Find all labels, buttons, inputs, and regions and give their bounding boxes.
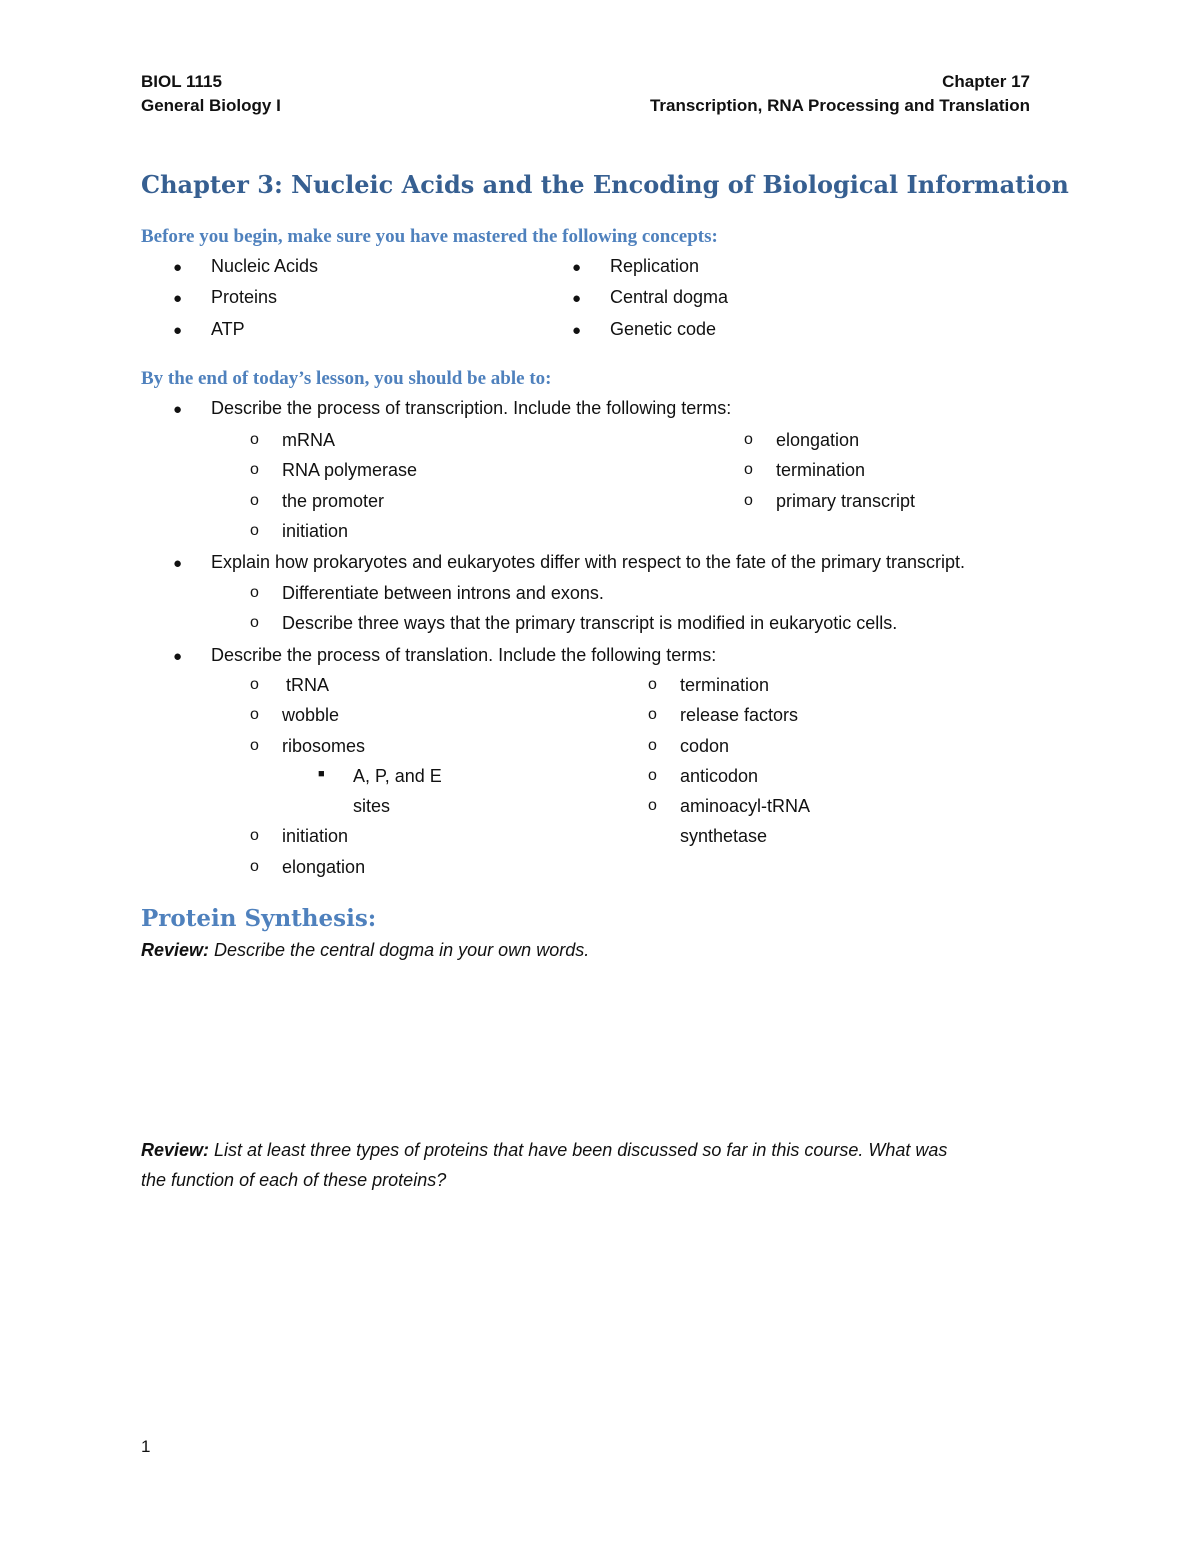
prereq-item: Replication — [610, 256, 700, 276]
page-number: 1 — [141, 1437, 151, 1456]
objective-fate: Explain how prokaryotes and eukaryotes differ with respect to the fate of the primary transcript. — [211, 552, 966, 572]
prereq-item: Genetic code — [610, 319, 717, 339]
review-question-2 — [141, 1140, 947, 1161]
review-text: Describe the central dogma in your own words. — [209, 940, 590, 960]
circle-bullet-icon: o — [250, 706, 259, 723]
circle-bullet-icon: o — [648, 706, 657, 723]
term-item: elongation — [282, 857, 366, 877]
term-item: ribosomes — [282, 736, 366, 756]
course-code: BIOL 1115 — [141, 72, 222, 91]
circle-bullet-icon: o — [648, 797, 657, 814]
circle-bullet-icon: o — [250, 676, 259, 693]
page-title: Chapter 3: Nucleic Acids and the Encoding of Biological Information — [141, 170, 1069, 199]
circle-bullet-icon: o — [744, 461, 753, 478]
term-item: codon — [680, 736, 730, 756]
circle-bullet-icon: o — [250, 431, 259, 448]
circle-bullet-icon: o — [744, 431, 753, 448]
circle-bullet-icon: o — [250, 858, 259, 875]
circle-bullet-icon: o — [250, 737, 259, 754]
circle-bullet-icon: o — [250, 827, 259, 844]
term-item: tRNA — [286, 675, 330, 695]
circle-bullet-icon: o — [250, 614, 259, 631]
circle-bullet-icon: o — [250, 492, 259, 509]
review-label: Review: — [141, 940, 210, 960]
term-item: release factors — [680, 705, 799, 725]
term-item: the promoter — [282, 491, 385, 511]
review-question-1 — [141, 940, 589, 961]
term-item: aminoacyl-tRNA — [680, 796, 811, 816]
bullet-icon: ● — [572, 290, 582, 307]
term-item: anticodon — [680, 766, 759, 786]
prereq-item: Nucleic Acids — [211, 256, 319, 276]
term-item: mRNA — [282, 430, 335, 450]
circle-bullet-icon: o — [250, 461, 259, 478]
review-label: Review: — [141, 1140, 210, 1160]
circle-bullet-icon: o — [648, 767, 657, 784]
circle-bullet-icon: o — [744, 492, 753, 509]
chapter-number: Chapter 17 — [942, 72, 1030, 91]
circle-bullet-icon: o — [648, 737, 657, 754]
bullet-icon: ● — [572, 259, 582, 276]
term-item: termination — [776, 460, 866, 480]
term-item: RNA polymerase — [282, 460, 418, 480]
review-question-2-cont: the function of each of these proteins? — [141, 1170, 447, 1190]
objectives-heading: By the end of today’s lesson, you should be able to: — [141, 368, 552, 389]
prereq-item: ATP — [211, 319, 245, 339]
term-item: primary transcript — [776, 491, 916, 511]
prereq-item: Central dogma — [610, 287, 729, 307]
term-item: termination — [680, 675, 770, 695]
objective-transcription: Describe the process of transcription. Include the following terms: — [211, 398, 732, 418]
prereq-heading: Before you begin, make sure you have mastered the following concepts: — [141, 226, 718, 247]
term-item: wobble — [282, 705, 340, 725]
bullet-icon: ● — [173, 401, 183, 418]
bullet-icon: ● — [173, 648, 183, 665]
circle-bullet-icon: o — [250, 522, 259, 539]
bullet-icon: ● — [173, 290, 183, 307]
term-item: initiation — [282, 826, 349, 846]
circle-bullet-icon: o — [648, 676, 657, 693]
chapter-title: Transcription, RNA Processing and Translation — [649, 96, 1030, 115]
bullet-icon: ● — [173, 259, 183, 276]
term-item: initiation — [282, 521, 349, 541]
section-heading: Protein Synthesis: — [141, 905, 377, 932]
bullet-icon: ● — [173, 322, 183, 339]
bullet-icon: ● — [173, 555, 183, 572]
square-bullet-icon: ■ — [318, 768, 325, 780]
course-name: General Biology I — [141, 96, 281, 115]
circle-bullet-icon: o — [250, 584, 259, 601]
prereq-item: Proteins — [211, 287, 278, 307]
ribosome-sites-cont: sites — [353, 796, 391, 816]
review-text: List at least three types of proteins that have been discussed so far in this course. What was — [209, 1140, 948, 1160]
bullet-icon: ● — [572, 322, 582, 339]
term-item-cont: synthetase — [680, 826, 768, 846]
sub-objective: Differentiate between introns and exons. — [282, 583, 604, 603]
sub-objective: Describe three ways that the primary transcript is modified in eukaryotic cells. — [282, 613, 898, 633]
ribosome-sites: A, P, and E — [353, 766, 442, 786]
term-item: elongation — [776, 430, 860, 450]
objective-translation: Describe the process of translation. Include the following terms: — [211, 645, 717, 665]
